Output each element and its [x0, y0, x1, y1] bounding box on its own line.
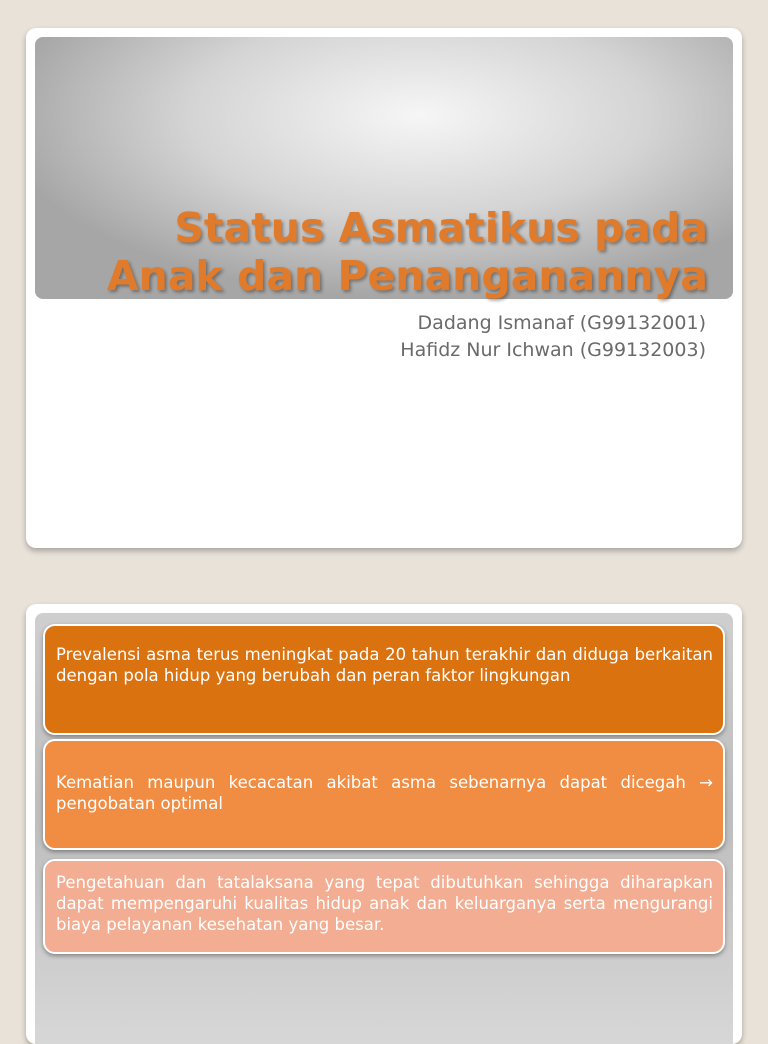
- authors: [400, 310, 706, 364]
- slide-title: [107, 204, 708, 300]
- content-box-knowledge: [43, 859, 725, 954]
- content-box-prevalence: [43, 624, 725, 735]
- title-slide: [26, 28, 742, 548]
- content-box-text: Pengetahuan dan tatalaksana yang tepat dibutuhkan sehingga diharapkan dapat mempengaruhi kualitas hidup anak dan keluarganya serta mengurangi biaya pelayanan kesehatan yang besar.: [56, 873, 713, 934]
- slide-title-line2: Anak dan Penanganannya: [106, 252, 708, 300]
- content-slide: [26, 604, 742, 1044]
- content-box-text: Prevalensi asma terus meningkat pada 20 tahun terakhir dan diduga berkaitan dengan pola hidup yang berubah dan peran faktor lingkungan: [56, 645, 713, 685]
- slide-title-line1: Status Asmatikus pada: [174, 204, 708, 252]
- author-1: Dadang Ismanaf (G99132001): [417, 312, 706, 334]
- author-2: Hafidz Nur Ichwan (G99132003): [400, 339, 706, 361]
- content-box-text: Kematian maupun kecacatan akibat asma sebenarnya dapat dicegah → pengobatan optimal: [56, 773, 713, 813]
- content-box-prevention: [43, 739, 725, 850]
